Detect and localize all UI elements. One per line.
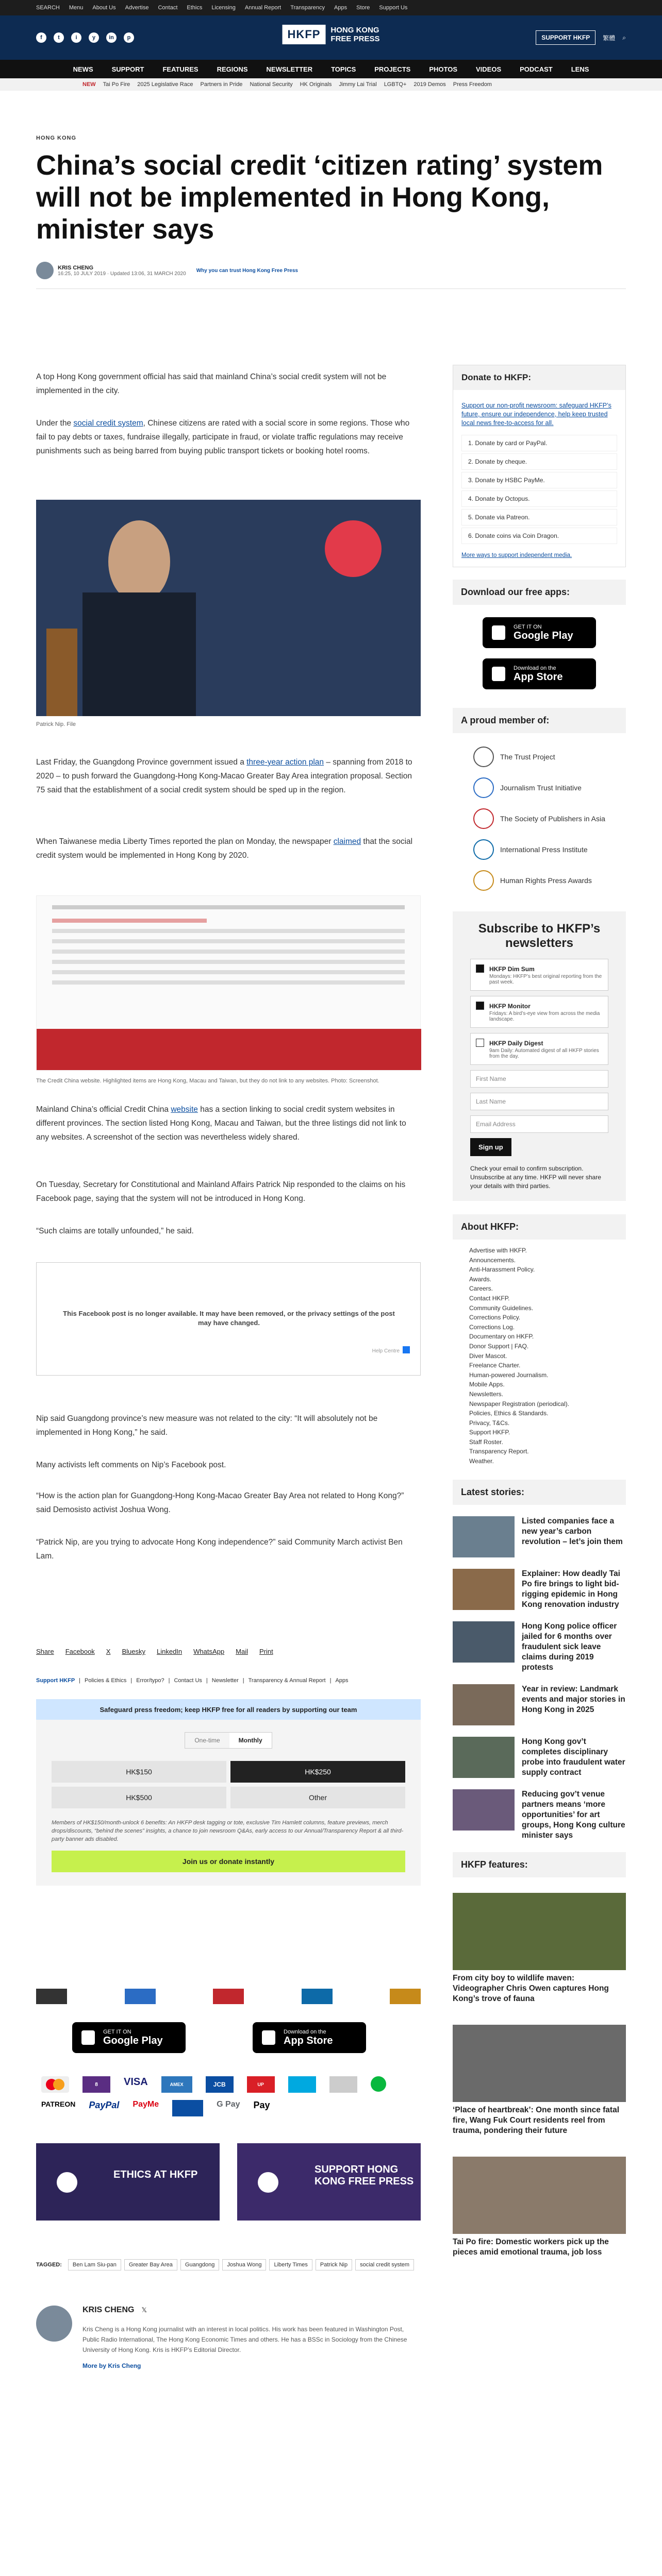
- share-label: Share: [36, 1648, 54, 1655]
- google-pay-logo: G Pay: [217, 2100, 240, 2109]
- support-hkfp-button[interactable]: SUPPORT HKFP: [536, 30, 595, 45]
- advertise-link[interactable]: Advertise: [125, 5, 149, 11]
- visa-logo: VISA: [124, 2076, 148, 2088]
- licensing-link[interactable]: Licensing: [211, 5, 236, 11]
- member-org[interactable]: The Society of Publishers in Asia: [453, 803, 626, 834]
- about-link[interactable]: Support HKFP.: [469, 1429, 510, 1436]
- x-icon[interactable]: t: [54, 32, 64, 43]
- ipi-logo: [302, 1989, 333, 2004]
- category-kicker[interactable]: HONG KONG: [36, 135, 77, 141]
- nav-videos[interactable]: VIDEOS: [476, 65, 502, 73]
- support-link[interactable]: Support HKFP: [36, 1677, 75, 1684]
- ethics-link[interactable]: Ethics: [187, 5, 203, 11]
- paragraph: On Tuesday, Secretary for Constitutional and Mainland Affairs Patrick Nip responded to the claims on his Facebook page, saying that the system will not be introduced in Hong Kong.: [36, 1180, 406, 1203]
- utility-bar: [0, 0, 662, 15]
- nav-photos[interactable]: PHOTOS: [429, 65, 458, 73]
- member-benefits: Members of HK$150/month-unlock 6 benefits: An HKFP desk tagging or tote, exclusive Tim Hamlett columns, feature previews, merch drops/discounts, “behind the scenes” insights, a chance to join newsroom Q&As, early access to our Annual/Transparency Report & all third-party banner ads disabled.: [52, 1820, 404, 1842]
- story-thumbnail: [453, 1684, 515, 1725]
- donate-button[interactable]: Join us or donate instantly: [52, 1851, 405, 1872]
- about-link[interactable]: Diver Mascot.: [469, 1352, 507, 1360]
- promo-videos: [36, 2143, 421, 2221]
- typo-link[interactable]: Error/typo?: [136, 1677, 164, 1684]
- newsletter-option[interactable]: HKFP Daily Digest 9am Daily: Automated digest of all HKFP stories from the day.: [470, 1033, 608, 1065]
- patreon-icon[interactable]: p: [124, 32, 134, 43]
- article-title: China’s social credit ‘citizen rating’ system will not be implemented in Hong Kong, minister says: [36, 150, 603, 245]
- feature-story[interactable]: ‘Place of heartbreak’: One month since fatal fire, Wang Fuk Court residents reel from trauma, pondering their future: [453, 2025, 626, 2136]
- first-name-field[interactable]: First Name: [470, 1070, 608, 1088]
- donate-option[interactable]: 2. Donate by cheque.: [461, 453, 617, 470]
- nav-lens[interactable]: LENS: [571, 65, 589, 73]
- share-mail[interactable]: Mail: [236, 1648, 248, 1655]
- search-link[interactable]: SEARCH: [36, 5, 60, 11]
- about-link[interactable]: Corrections Log.: [469, 1323, 515, 1331]
- latest-story[interactable]: Hong Kong police officer jailed for 6 months over fraudulent sick leave claims during 2019 protests: [453, 1621, 626, 1673]
- social-links: [36, 32, 134, 43]
- about-link[interactable]: Privacy, T&Cs.: [469, 1419, 510, 1427]
- share-facebook[interactable]: Facebook: [65, 1648, 95, 1655]
- latest-story[interactable]: Listed companies face a new year’s carbon revolution – let’s join them: [453, 1516, 626, 1557]
- share-linkedin[interactable]: LinkedIn: [157, 1648, 183, 1655]
- language-toggle[interactable]: 繁體: [603, 34, 616, 42]
- nav-support[interactable]: SUPPORT: [111, 65, 144, 73]
- paragraph: When Taiwanese media Liberty Times reported the plan on Monday, the newspaper claimed that the social credit system would be implemented in Hong Kong by 2020.: [36, 837, 413, 860]
- logo-box: HKFP: [283, 25, 326, 44]
- story-thumbnail: [453, 1621, 515, 1663]
- trending-item[interactable]: LGBTQ+: [384, 81, 407, 88]
- trending-item[interactable]: Press Freedom: [453, 81, 492, 88]
- tag[interactable]: Patrick Nip: [316, 2259, 352, 2270]
- about-link[interactable]: Newsletters.: [469, 1390, 504, 1398]
- paragraph: A top Hong Kong government official has said that mainland China’s social credit system will not be implemented in the city.: [36, 372, 387, 395]
- member-title: A proud member of:: [453, 708, 626, 733]
- about-link[interactable]: Mobile Apps.: [469, 1381, 505, 1388]
- support-video[interactable]: SUPPORT HONG KONG FREE PRESS: [237, 2143, 421, 2221]
- newsletter-title: Subscribe to HKFP’s newsletters: [478, 922, 601, 950]
- photo-subject: [108, 520, 170, 603]
- donate-option[interactable]: 4. Donate by Octopus.: [461, 490, 617, 507]
- donate-option[interactable]: 6. Donate coins via Coin Dragon.: [461, 528, 617, 544]
- more-by-author-link[interactable]: More by Kris Cheng: [82, 2362, 141, 2369]
- share-bluesky[interactable]: Bluesky: [122, 1648, 145, 1655]
- nav-topics[interactable]: TOPICS: [331, 65, 356, 73]
- fps-logo: [172, 2100, 203, 2116]
- tag[interactable]: Ben Lam Siu-pan: [68, 2259, 121, 2270]
- paragraph: “Such claims are totally unfounded,” he said.: [36, 1227, 194, 1235]
- checkbox[interactable]: [476, 1039, 484, 1047]
- member-org[interactable]: Human Rights Press Awards: [453, 865, 626, 896]
- jti-icon: [473, 777, 494, 798]
- google-play-button[interactable]: GET IT ON Google Play: [483, 617, 596, 648]
- story-thumbnail: [453, 1737, 515, 1778]
- about-link[interactable]: Staff Roster.: [469, 1438, 503, 1446]
- newsletter-signup: [453, 911, 626, 1201]
- inline-link[interactable]: claimed: [333, 837, 361, 846]
- latest-title: Latest stories:: [453, 1480, 626, 1505]
- trending-item[interactable]: Jimmy Lai Trial: [339, 81, 377, 88]
- author-bio: [36, 2306, 421, 2369]
- apps-title: Download our free apps:: [453, 580, 626, 605]
- app-store-button[interactable]: Download on the App Store: [253, 2022, 366, 2053]
- transparency-link[interactable]: Transparency: [290, 5, 325, 11]
- paragraph: “Patrick Nip, are you trying to advocate Hong Kong independence?” said Community March activist Ben Lam.: [36, 1538, 403, 1561]
- publish-dates: 16:25, 10 JULY 2019 · Updated 13:06, 31 MARCH 2020: [58, 270, 186, 277]
- donate-box: [453, 365, 626, 567]
- about-link[interactable]: Policies, Ethics & Standards.: [469, 1410, 549, 1417]
- about-link[interactable]: Awards.: [469, 1275, 492, 1283]
- feature-story[interactable]: From city boy to wildlife maven: Videographer Chris Owen captures Hong Kong’s trove of fauna: [453, 1893, 626, 2004]
- about-link[interactable]: Weather.: [469, 1458, 494, 1465]
- wechat-logo: [371, 2076, 386, 2092]
- tab-monthly[interactable]: Monthly: [229, 1733, 272, 1748]
- share-bar: [36, 1648, 273, 1655]
- about-link[interactable]: Documentary on HKFP.: [469, 1333, 534, 1341]
- patreon-logo: PATREON: [41, 2100, 76, 2108]
- about-link[interactable]: Community Guidelines.: [469, 1304, 534, 1312]
- amount-option-selected[interactable]: HK$250: [230, 1761, 405, 1783]
- paragraph: Many activists left comments on Nip’s Facebook post.: [36, 1461, 226, 1469]
- jcb-logo: JCB: [206, 2076, 234, 2093]
- sidebar: [453, 365, 626, 2278]
- about-title: About HKFP:: [453, 1214, 626, 1240]
- wallet-logo: [329, 2076, 357, 2093]
- checkbox-checked[interactable]: [476, 1002, 484, 1010]
- contact-link[interactable]: Contact: [158, 5, 178, 11]
- apps-link[interactable]: Apps: [335, 1677, 349, 1684]
- donate-option[interactable]: 5. Donate via Patreon.: [461, 509, 617, 526]
- latest-story[interactable]: Year in review: Landmark events and major stories in Hong Kong in 2025: [453, 1684, 626, 1725]
- author-avatar[interactable]: [36, 2306, 72, 2342]
- inline-link[interactable]: website: [171, 1105, 198, 1114]
- main-nav: [0, 60, 662, 78]
- paragraph: “How is the action plan for Guangdong-Hong Kong-Macao Greater Bay Area not related to Hong Kong?” said Demosisto activist Joshua Wong.: [36, 1492, 404, 1514]
- story-thumbnail: [453, 1789, 515, 1831]
- support-us-link[interactable]: Support Us: [379, 5, 408, 11]
- photo-caption: The Credit China website. Highlighted items are Hong Kong, Macau and Taiwan, but they do not link to any websites. Photo: Screenshot.: [36, 1078, 379, 1084]
- site-logo[interactable]: [283, 25, 380, 44]
- email-field[interactable]: Email Address: [470, 1115, 608, 1133]
- more-ways-link[interactable]: More ways to support independent media.: [461, 552, 572, 558]
- tag[interactable]: Guangdong: [180, 2259, 220, 2270]
- amount-grid: [36, 1761, 421, 1808]
- nav-projects[interactable]: PROJECTS: [374, 65, 411, 73]
- paragraph: Nip said Guangdong province’s new measure was not related to the city: “It will absolutely not be implemented in Hong Kong,” he said.: [36, 1414, 378, 1437]
- about-link[interactable]: Newspaper Registration (periodical).: [469, 1400, 570, 1408]
- about-link[interactable]: Freelance Charter.: [469, 1362, 521, 1369]
- amount-option[interactable]: Other: [230, 1787, 405, 1808]
- trust-project-icon: [473, 747, 494, 767]
- payment-methods: [41, 2076, 402, 2116]
- paragraph: Under the social credit system, Chinese citizens are rated with a social score in some regions. Those who fail to pay debts or taxes, fundraise illegally, participate in fraud, or violate traffic regulations may receive punishments such as being barred from buying public transport tickets or booking hotel rooms.: [36, 419, 410, 455]
- about-link[interactable]: Advertise with HKFP.: [469, 1247, 527, 1254]
- signup-button[interactable]: Sign up: [470, 1138, 511, 1156]
- app-store-row: [72, 2022, 366, 2053]
- google-play-button[interactable]: GET IT ON Google Play: [72, 2022, 186, 2053]
- linkedin-icon[interactable]: in: [106, 32, 117, 43]
- app-store-button[interactable]: Download on the App Store: [483, 658, 596, 689]
- donate-title: Donate to HKFP:: [453, 365, 625, 390]
- tag[interactable]: social credit system: [355, 2259, 414, 2270]
- photo-red-light: [325, 520, 382, 577]
- trending-item[interactable]: 2025 Legislative Race: [137, 81, 193, 88]
- paypal-logo: PayPal: [89, 2100, 120, 2110]
- tag-list: [36, 2259, 421, 2270]
- trending-item[interactable]: HK Originals: [300, 81, 332, 88]
- apple-pay-logo: Pay: [253, 2100, 270, 2110]
- ipi-icon: [473, 839, 494, 860]
- about-link[interactable]: About Us: [92, 5, 116, 11]
- annual-report-link[interactable]: Annual Report: [244, 5, 282, 11]
- nav-podcast[interactable]: PODCAST: [520, 65, 553, 73]
- feature-photo: [453, 2157, 626, 2234]
- photo-caption: Patrick Nip. File: [36, 721, 76, 727]
- nav-newsletter[interactable]: NEWSLETTER: [266, 65, 313, 73]
- feature-photo: [453, 1893, 626, 1970]
- contact-link[interactable]: Contact Us: [174, 1677, 202, 1684]
- features-title: HKFP features:: [453, 1852, 626, 1877]
- trending-item[interactable]: Partners in Pride: [200, 81, 243, 88]
- story-thumbnail: [453, 1569, 515, 1610]
- nav-features[interactable]: FEATURES: [162, 65, 198, 73]
- tag[interactable]: Joshua Wong: [222, 2259, 266, 2270]
- trust-project-logo: [36, 1989, 67, 2004]
- help-centre-link[interactable]: Help Centre: [372, 1348, 400, 1354]
- latest-story[interactable]: Explainer: How deadly Tai Po fire brings to light bid-rigging epidemic in Hong Kong renovation industry: [453, 1569, 626, 1610]
- member-org[interactable]: The Trust Project: [453, 741, 626, 772]
- nav-regions[interactable]: REGIONS: [217, 65, 248, 73]
- facebook-icon[interactable]: f: [36, 32, 46, 43]
- sopa-icon: [473, 808, 494, 829]
- payme-logo: PayMe: [133, 2100, 159, 2109]
- about-link[interactable]: Contact HKFP.: [469, 1294, 510, 1302]
- bio-text: Kris Cheng is a Hong Kong journalist with an interest in local politics. His work has been featured in Washington Post, Public Radio International, The Hong Kong Economic Times and others. He has a BSSc in Sociology from the Chinese University of Hong Kong. Kris is HKFP’s Editorial Director.: [82, 2326, 407, 2353]
- instagram-icon[interactable]: i: [71, 32, 81, 43]
- report-link[interactable]: Transparency & Annual Report: [248, 1677, 326, 1684]
- facebook-icon: [403, 1346, 410, 1353]
- feature-story[interactable]: Tai Po fire: Domestic workers pick up the pieces amid emotional trauma, job loss: [453, 2157, 626, 2258]
- trending-item[interactable]: National Security: [250, 81, 293, 88]
- play-icon: [258, 2172, 278, 2193]
- about-link[interactable]: Careers.: [469, 1285, 493, 1293]
- bio-name[interactable]: KRIS CHENG: [82, 2306, 135, 2314]
- jti-logo: [125, 1989, 156, 2004]
- tag[interactable]: Greater Bay Area: [124, 2259, 177, 2270]
- menu-link[interactable]: Menu: [69, 5, 84, 11]
- paragraph: Mainland China’s official Credit China website has a section linking to social credit system websites in different provinces. The section listed Hong Kong, Macau and Taiwan, but the three listings did not link to any websites. A screenshot of the section was nevertheless widely shared.: [36, 1105, 406, 1142]
- alipay-logo: [288, 2076, 316, 2093]
- about-link[interactable]: Announcements.: [469, 1256, 516, 1264]
- share-whatsapp[interactable]: WhatsApp: [193, 1648, 225, 1655]
- latest-story[interactable]: Hong Kong gov’t completes disciplinary probe into fraudulent water supply contract: [453, 1737, 626, 1778]
- latest-story[interactable]: Reducing gov’t venue partners means ‘more opportunities’ for art groups, Hong Kong culture minister says: [453, 1789, 626, 1841]
- trending-item[interactable]: 2019 Demos: [413, 81, 446, 88]
- apps-link[interactable]: Apps: [334, 5, 347, 11]
- about-link[interactable]: Donor Support | FAQ.: [469, 1342, 529, 1350]
- donate-option[interactable]: 1. Donate by card or PayPal.: [461, 435, 617, 451]
- logo-line-1: HONG KONG: [330, 26, 379, 35]
- author-avatar[interactable]: [36, 262, 54, 279]
- unionpay-logo: UP: [247, 2076, 275, 2093]
- paragraph: Last Friday, the Guangdong Province government issued a three-year action plan – spanning from 2018 to 2020 – to push forward the Guangdong-Hong Kong-Macao Greater Bay Area integration proposal. Section 75 said that the establishment of a social credit system should be sped up in the region.: [36, 758, 412, 794]
- amount-option[interactable]: HK$150: [52, 1761, 226, 1783]
- newsletter-option[interactable]: HKFP Dim Sum Mondays: HKFP’s best original reporting from the past week.: [470, 959, 608, 991]
- story-thumbnail: [453, 1516, 515, 1557]
- share-print[interactable]: Print: [259, 1648, 273, 1655]
- article-photo: [36, 500, 421, 716]
- hrpa-icon: [473, 870, 494, 891]
- logo-line-2: FREE PRESS: [330, 35, 380, 43]
- tag[interactable]: Liberty Times: [269, 2259, 312, 2270]
- about-list: [453, 1240, 626, 1466]
- frequency-toggle: [185, 1732, 272, 1749]
- tags-label: TAGGED:: [36, 2262, 62, 2268]
- share-x[interactable]: X: [106, 1648, 111, 1655]
- about-link[interactable]: Corrections Policy.: [469, 1314, 521, 1321]
- about-link[interactable]: Anti-Harassment Policy.: [469, 1266, 535, 1274]
- amount-option[interactable]: HK$500: [52, 1787, 226, 1808]
- inline-link[interactable]: three-year action plan: [246, 758, 324, 767]
- octopus-logo: 8: [82, 2076, 110, 2093]
- inline-link[interactable]: social credit system: [73, 419, 143, 428]
- trust-link[interactable]: Why you can trust Hong Kong Free Press: [196, 267, 298, 274]
- about-link[interactable]: Transparency Report.: [469, 1448, 529, 1455]
- ethics-video[interactable]: ETHICS AT HKFP: [36, 2143, 220, 2221]
- newsletter-link[interactable]: Newsletter: [211, 1677, 239, 1684]
- last-name-field[interactable]: Last Name: [470, 1093, 608, 1110]
- site-header: [0, 15, 662, 60]
- store-link[interactable]: Store: [356, 5, 370, 11]
- tab-one-time[interactable]: One-time: [194, 1737, 220, 1744]
- play-icon: [57, 2172, 77, 2193]
- youtube-icon[interactable]: y: [89, 32, 99, 43]
- nav-news[interactable]: NEWS: [73, 65, 93, 73]
- member-logos-row: [36, 1989, 421, 2004]
- hrpa-logo: [390, 1989, 421, 2004]
- screenshot-image: [36, 895, 421, 1071]
- about-link[interactable]: Human-powered Journalism.: [469, 1371, 549, 1379]
- footer-links: Support HKFP | Policies & Ethics | Error/typo? | Contact Us | Newsletter | Transparency & Annual Report | Apps: [36, 1677, 349, 1684]
- x-icon[interactable]: 𝕏: [141, 2306, 147, 2314]
- donate-heading: Safeguard press freedom; keep HKFP free for all readers by supporting our team: [36, 1699, 421, 1720]
- checkbox-checked[interactable]: [476, 964, 484, 973]
- feature-photo: [453, 2025, 626, 2102]
- policies-link[interactable]: Policies & Ethics: [85, 1677, 127, 1684]
- author-name[interactable]: KRIS CHENG: [58, 264, 94, 271]
- donate-text: Support our non-profit newsroom: safeguard HKFP’s future, ensure our independence, help keep trusted local news free-to-access for all.: [461, 402, 611, 427]
- newsletter-option[interactable]: HKFP Monitor Fridays: A bird’s-eye view from across the media landscape.: [470, 996, 608, 1028]
- search-icon[interactable]: ⌕: [622, 33, 626, 41]
- sopa-logo: [213, 1989, 244, 2004]
- facebook-embed: [36, 1262, 421, 1376]
- byline: [36, 262, 298, 279]
- amex-logo: AMEX: [161, 2076, 192, 2093]
- trending-item[interactable]: Tai Po Fire: [103, 81, 130, 88]
- donate-option[interactable]: 3. Donate by HSBC PayMe.: [461, 472, 617, 488]
- member-org[interactable]: International Press Institute: [453, 834, 626, 865]
- trending-bar: [0, 78, 662, 91]
- new-label: NEW: [82, 81, 96, 88]
- donate-widget: [36, 1699, 421, 1886]
- member-org[interactable]: Journalism Trust Initiative: [453, 772, 626, 803]
- newsletter-note: Check your email to confirm subscription. Unsubscribe at any time. HKFP will never share your details with third parties.: [470, 1165, 601, 1190]
- embed-notice: This Facebook post is no longer available. It may have been removed, or the privacy settings of the post may have changed.: [63, 1310, 395, 1327]
